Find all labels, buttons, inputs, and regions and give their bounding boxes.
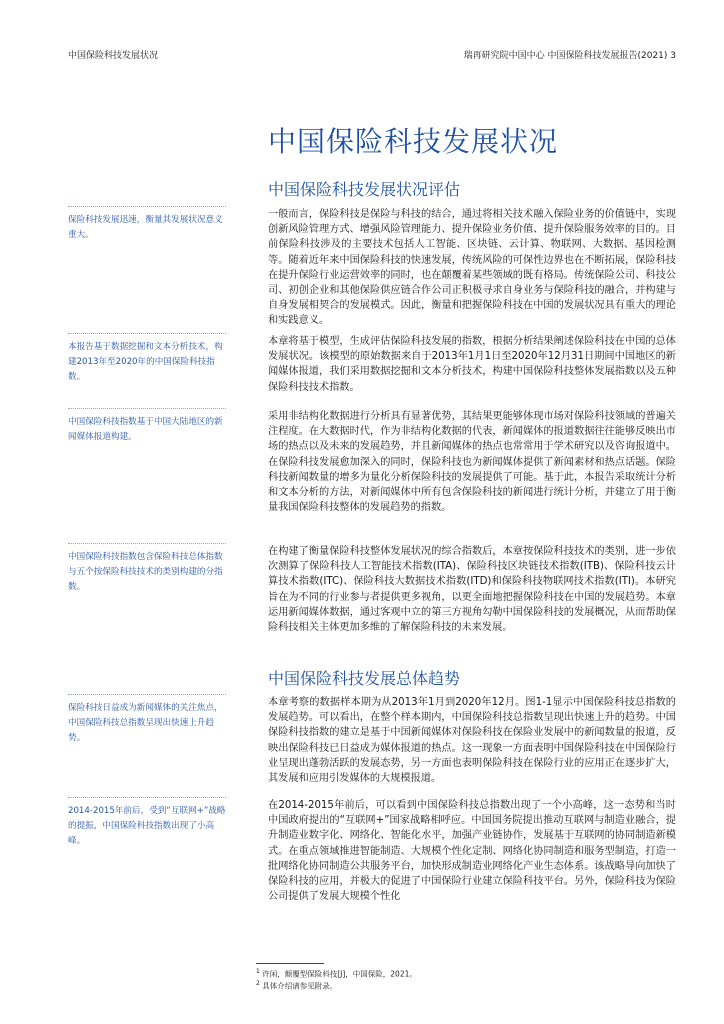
sidenote: 2014-2015年前后，受到“互联网+”战略的提振，中国保险科技指数出现了小高峰。 xyxy=(68,797,226,849)
sidenote: 中国保险科技指数包含保险科技总体指数与五个按保险科技技术的类别构建的分指数。 xyxy=(68,543,226,595)
footnote-divider xyxy=(256,963,324,964)
body-paragraph: 本章考察的数据样本期为从2013年1月到2020年12月。图1-1显示中国保险科技总指数的发展趋势。可以看出，在整个样本期内，中国保险科技总指数呈现出快速上升的趋势。中国保险科技指数的建立是基于中国新闻媒体对保险科技在保险业发展中的新闻数量的报道，反映出保险科技已日益成为媒体报道的热点。这一现象一方面表明中国保险科技在中国保险行业呈现出蓬勃活跃的发展态势，另一方面也表明保险科技在保险行业的应用正在逐步扩大，其发展和应用引发媒体的大规模报道。 xyxy=(268,697,676,785)
body-paragraph: 在构建了衡量保险科技整体发展状况的综合指数后，本章按保险科技技术的类别，进一步依次测算了保险科技人工智能技术指数(ITA)、保险科技区块链技术指数(ITB)、保险科技云计算技术指数(ITC)、保险科技大数据技术指数(ITD)和保险科技物联网技术指数(ITI)。本研究旨在为不同的行业参与者提供更多视角，以更全面地把握保险科技在中国的发展趋势。本章运用新闻媒体数据，通过客观中立的第三方视角勾勒中国保险科技的发展概况，从而帮助保险科技相关主体更加多维的了解保险科技的未来发展。 xyxy=(268,546,676,634)
body-paragraph: 在2014-2015年前后，可以看到中国保险科技总指数出现了一个小高峰，这一态势和当时中国政府提出的“互联网+”国家战略相呼应。中国国务院提出推动互联网与制造业融合，提升制造业数字化、网络化、智能化水平，加强产业链协作，发展基于互联网的协同制造新模式。在重点领域推进智能制造、大规模个性化定制、网络化协同制造和服务型制造，打造一批网络化协同制造公共服务平台，加快形成制造业网络化产业生态体系。该战略导向加快了保险科技的应用，并极大的促进了中国保险行业建立保险科技平台。另外，保险科技为保险公司提供了发展大规模个性化 xyxy=(268,800,676,903)
section-heading-assessment: 中国保险科技发展状况评估 xyxy=(268,180,461,199)
body-paragraph: 本章将基于模型，生成评估保险科技发展的指数，根据分析结果阐述保险科技在中国的总体发展状况。该模型的原始数据来自于2013年1月1日至2020年12月31日期间中国地区的新闻媒体报道，我们采用数据挖掘和文本分析技术，构建中国保险科技整体发展指数以及五种保险科技技术指数。 xyxy=(268,336,676,393)
footnote: $^1$ 许闲，颠覆型保险科技[J]，中国保险，2021。 xyxy=(256,968,417,979)
body-paragraph: 一般而言，保险科技是保险与科技的结合，通过将相关技术融入保险业务的价值链中，实现创新风险管理方式、增强风险管理能力、提升保险业务价值、提升保险服务效率的目的。目前保险科技涉及的主要技术包括人工智能、区块链、云计算、物联网、大数据、基因检测等。随着近年来中国保险科技的快速发展，传统风险的可保性边界也在不断拓展，保险科技在提升保险行业运营效率的同时，也在颠覆着某些领域的既有格局。传统保险公司、科技公司、初创企业和其他保险供应链合作公司正积极寻求自身业务与保险科技的融合，并构建与自身发展相契合的发展模式。因此，衡量和把握保险科技在中国的发展状况具有重大的理论和实践意义。 xyxy=(268,209,676,327)
running-header-right: 瑞再研究院中国中心 中国保险科技发展报告(2021) 3 xyxy=(463,51,676,61)
page-title: 中国保险科技发展状况 xyxy=(268,125,559,158)
sidenote: 本报告基于数据挖掘和文本分析技术，构建2013年至2020年的中国保险科技指数。 xyxy=(68,333,226,385)
section-heading-trend: 中国保险科技发展总体趋势 xyxy=(268,669,461,688)
sidenote: 保险科技发展迅速，衡量其发展状况意义重大。 xyxy=(68,206,226,243)
sidenote: 中国保险科技指数基于中国大陆地区的新闻媒体报道构建。 xyxy=(68,408,226,445)
running-header-left: 中国保险科技发展状况 xyxy=(68,51,159,61)
sidenote: 保险科技日益成为新闻媒体的关注焦点，中国保险科技总指数呈现出快速上升趋势。 xyxy=(68,694,226,746)
footnote: $^2$ 具体介绍请参见附录。 xyxy=(256,980,338,991)
body-paragraph: 采用非结构化数据进行分析具有显著优势，其结果更能够体现市场对保险科技领域的普遍关注程度。在大数据时代，作为非结构化数据的代表，新闻媒体的报道数据往往能够反映出市场的热点以及未来的发展趋势，并且新闻媒体的热点也常常用于学术研究以及咨询报道中。在保险科技发展愈加深入的同时，保险科技也为新闻媒体提供了新闻素材和热点话题。保险科技新闻数量的增多为量化分析保险科技的发展提供了可能。基于此，本报告采取统计分析和文本分析的方法，对新闻媒体中所有包含保险科技的新闻进行统计分析，并建立了用于衡量我国保险科技整体的发展趋势的指数。 xyxy=(268,411,676,514)
